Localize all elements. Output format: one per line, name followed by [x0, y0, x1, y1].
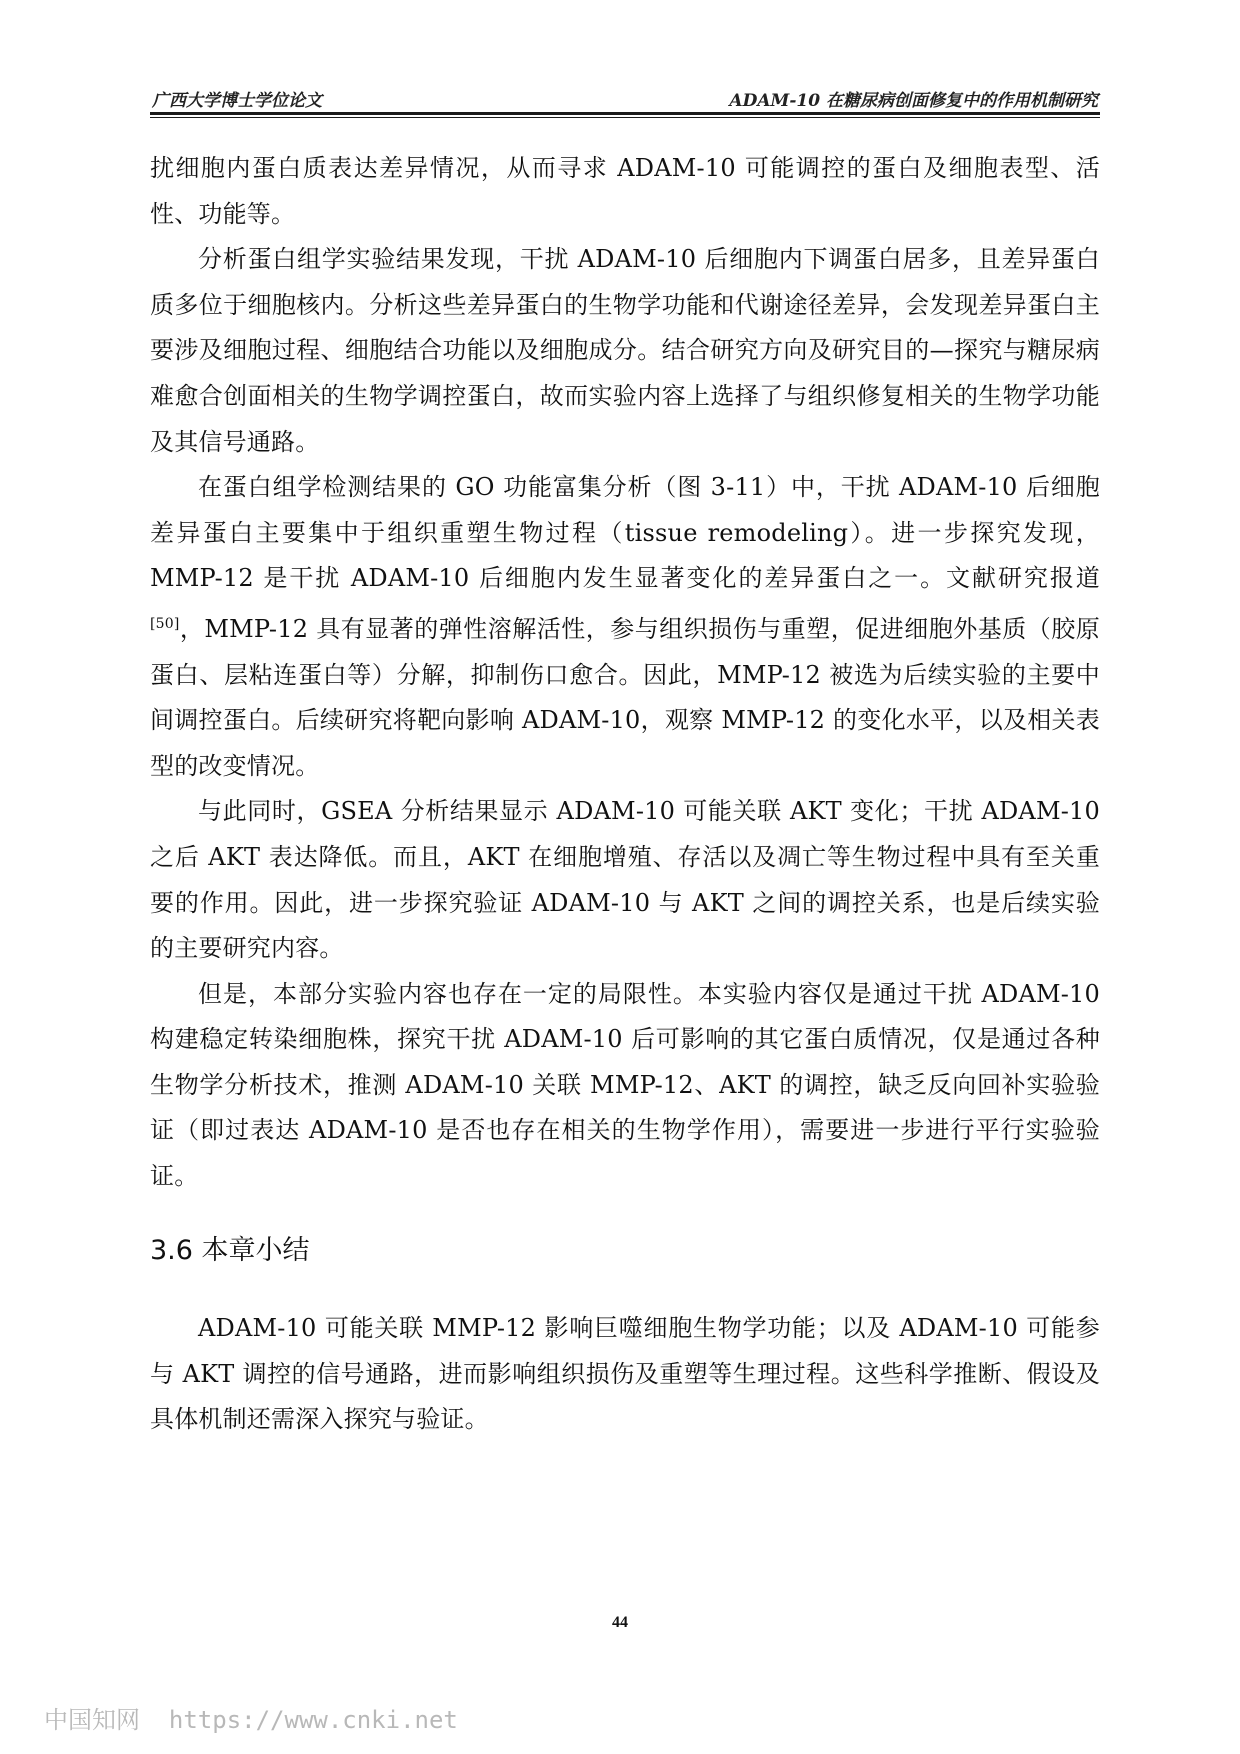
page-number: 44	[612, 1614, 628, 1631]
paragraph-5: 但是，本部分实验内容也存在一定的局限性。本实验内容仅是通过干扰 ADAM-10 构建稳定转染细胞株，探究干扰 ADAM-10 后可影响的其它蛋白质情况，仅是通过各种生物学分析技术，推测 ADAM-10 关联 MMP-12、AKT 的调控，缺乏反向回补实验验证（即过表达 ADAM-10 是否也存在相关的生物学作用），需要进一步进行平行实验验证。	[150, 979, 1100, 1191]
paragraph-3-text-a: 在蛋白组学检测结果的 GO 功能富集分析（图 3-11）中，干扰 ADAM-10 后细胞差异蛋白主要集中于组织重塑生物过程（tissue remodeling）。进一步探究发现，MMP-12 是干扰 ADAM-10 后细胞内发生显著变化的差异蛋白之一。文献研究报道	[150, 473, 1100, 593]
summary-paragraph: ADAM-10 可能关联 MMP-12 影响巨噬细胞生物学功能；以及 ADAM-10 可能参与 AKT 调控的信号通路，进而影响组织损伤及重塑等生理过程。这些科学推断、假设及具体机制还需深入探究与验证。	[150, 1314, 1100, 1434]
header-rule	[150, 112, 1100, 115]
section-heading: 3.6 本章小结	[150, 1235, 310, 1266]
section-summary	[150, 1306, 1100, 1443]
body-text	[150, 146, 1100, 1200]
paragraph-3-text-b: ，MMP-12 具有显著的弹性溶解活性，参与组织损伤与重塑，促进细胞外基质（胶原蛋白、层粘连蛋白等）分解，抑制伤口愈合。因此，MMP-12 被选为后续实验的主要中间调控蛋白。后续研究将靶向影响 ADAM-10，观察 MMP-12 的变化水平，以及相关表型的改变情况。	[150, 614, 1100, 780]
running-header	[150, 86, 1100, 111]
paragraph-1: 扰细胞内蛋白质表达差异情况，从而寻求 ADAM-10 可能调控的蛋白及细胞表型、活性、功能等。	[150, 154, 1100, 228]
header-thesis-type: 广西大学博士学位论文	[152, 91, 322, 111]
paragraph-2: 分析蛋白组学实验结果发现，干扰 ADAM-10 后细胞内下调蛋白居多，且差异蛋白质多位于细胞核内。分析这些差异蛋白的生物学功能和代谢途径差异，会发现差异蛋白主要涉及细胞过程、细胞结合功能以及细胞成分。结合研究方向及研究目的—探究与糖尿病难愈合创面相关的生物学调控蛋白，故而实验内容上选择了与组织修复相关的生物学功能及其信号通路。	[150, 245, 1100, 456]
cnki-watermark: 中国知网 https://www.cnki.net	[44, 1706, 458, 1734]
header-rule-thin	[150, 117, 1100, 118]
paragraph-3	[150, 465, 1100, 789]
header-thesis-title: ADAM-10 在糖尿病创面修复中的作用机制研究	[729, 91, 1098, 111]
paragraph-4: 与此同时，GSEA 分析结果显示 ADAM-10 可能关联 AKT 变化；干扰 ADAM-10 之后 AKT 表达降低。而且，AKT 在细胞增殖、存活以及凋亡等生物过程中具有至关重要的作用。因此，进一步探究验证 ADAM-10 与 AKT 之间的调控关系，也是后续实验的主要研究内容。	[150, 797, 1100, 963]
citation-ref: [50]	[150, 615, 180, 632]
